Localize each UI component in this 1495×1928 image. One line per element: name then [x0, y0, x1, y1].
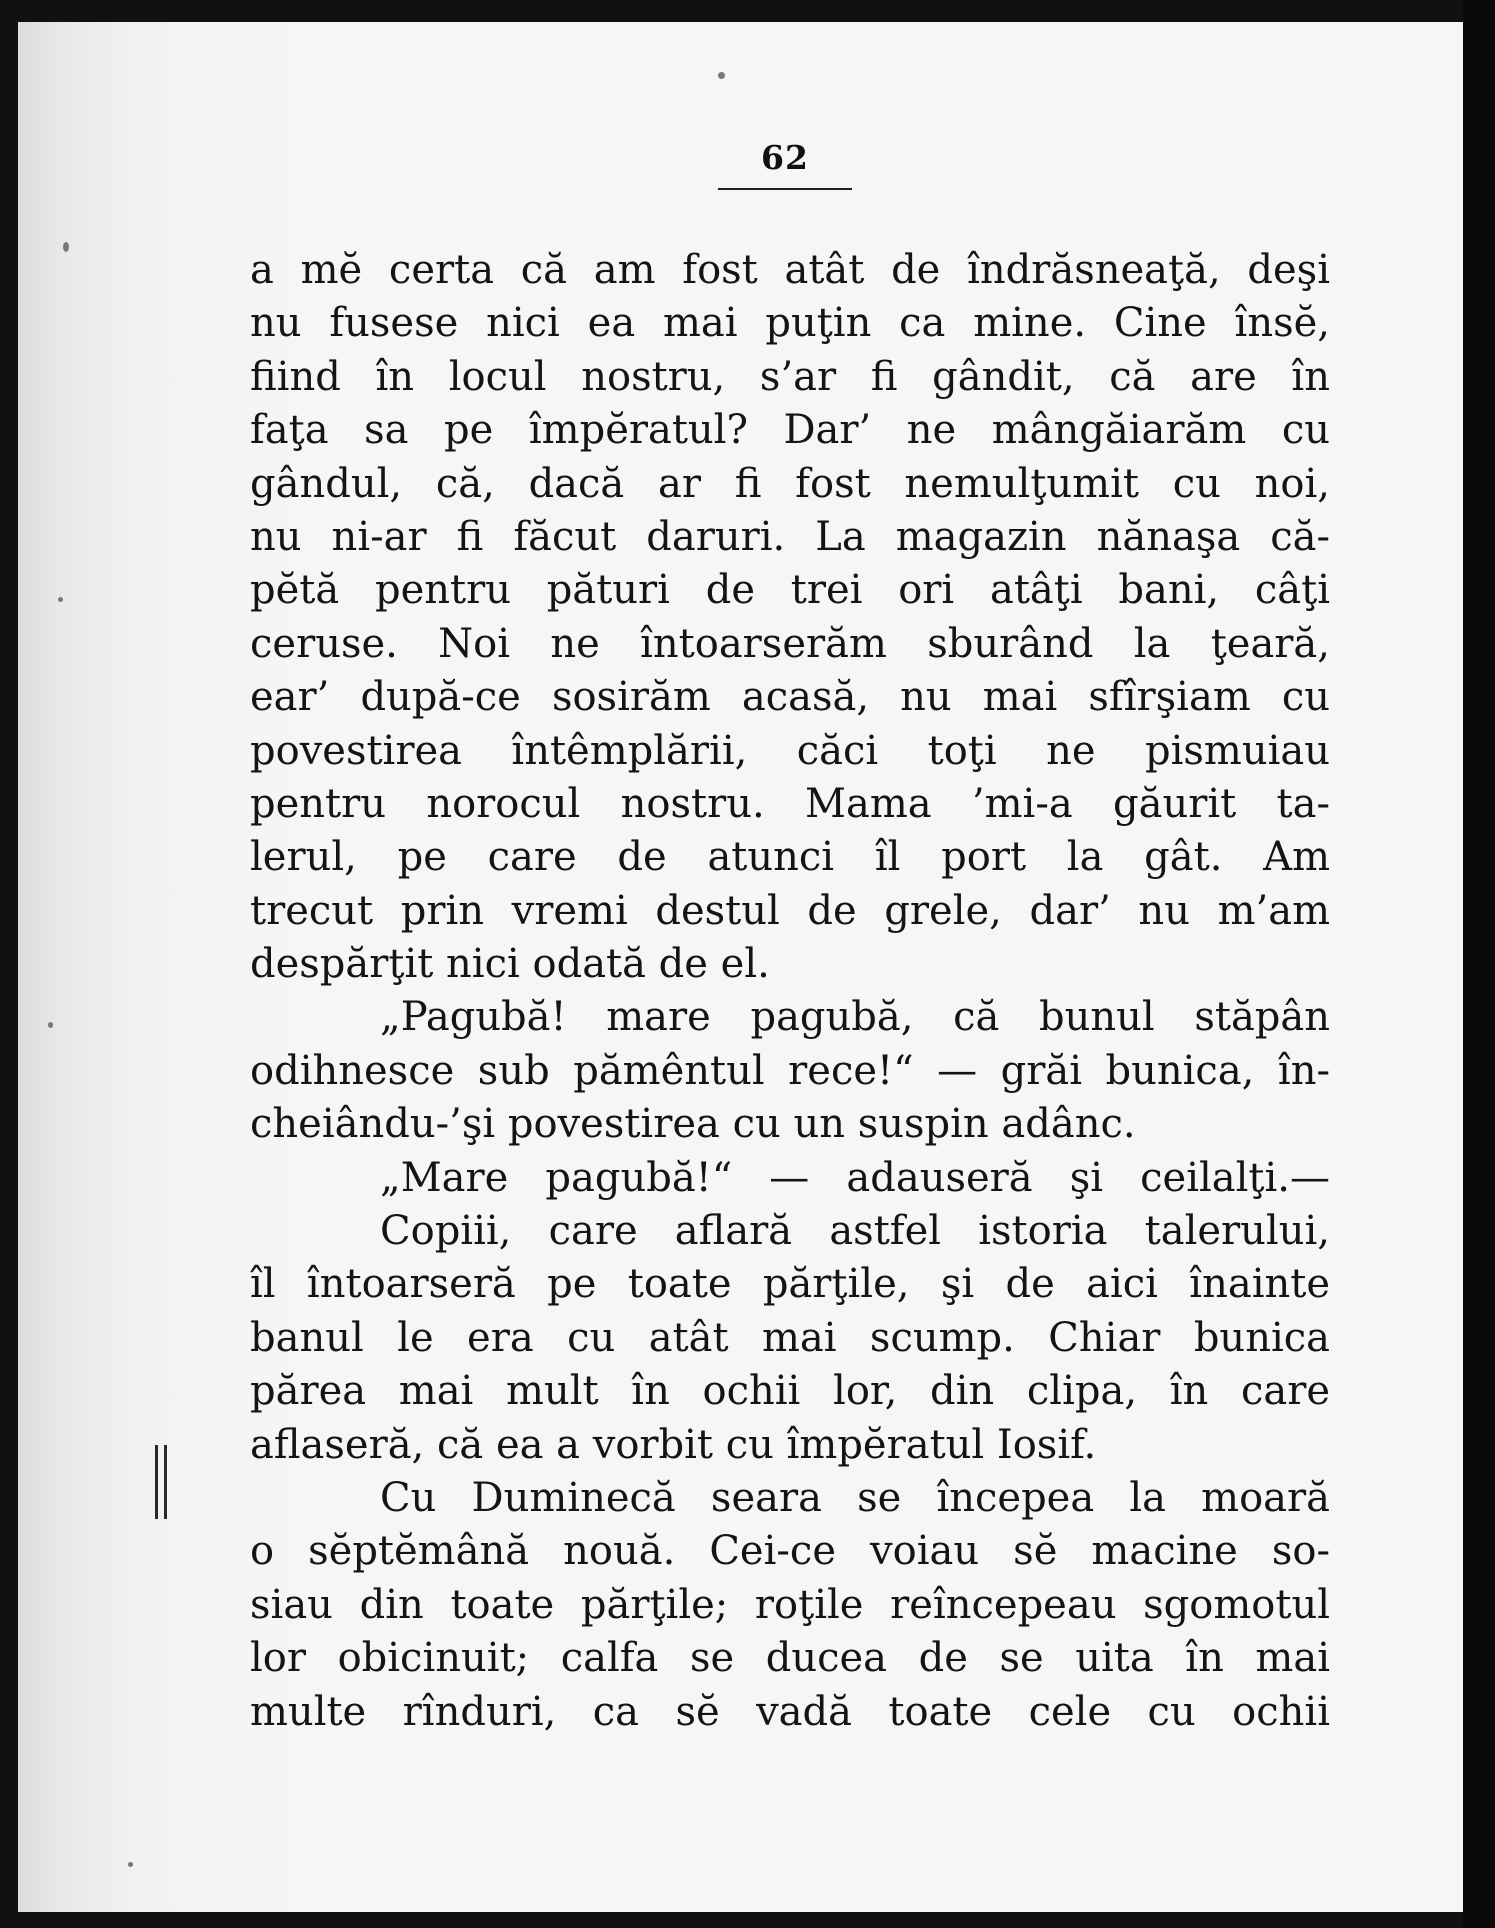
text-line: lerul, pe care de atunci îl port la gât. Am	[250, 834, 1330, 881]
dust-speck	[63, 242, 69, 252]
dust-speck	[128, 1862, 133, 1867]
text-line: odihnesce sub pămêntul rece!“ — grăi bunica, în-	[250, 1047, 1330, 1094]
text-line: multe rînduri, ca sĕ vadă toate cele cu ochii	[250, 1688, 1330, 1735]
text-line: nu ni-ar fi făcut daruri. La magazin nănaşa că-	[250, 513, 1330, 560]
page-number: 62	[761, 138, 809, 177]
body-text	[250, 244, 1330, 1735]
text-line: despărţit nici odată de el.	[250, 941, 770, 988]
margin-stroke	[164, 1445, 167, 1519]
text-line: siau din toate părţile; roţile reîncepeau sgomotul	[250, 1581, 1330, 1628]
text-line: „Pagubă! mare pagubă, că bunul stăpân	[380, 994, 1330, 1041]
text-line: părea mai mult în ochii lor, din clipa, în care	[250, 1368, 1330, 1415]
text-line: pĕtă pentru pături de trei ori atâţi bani, câţi	[250, 567, 1330, 614]
text-line: nu fusese nici ea mai puţin ca mine. Cine însĕ,	[250, 300, 1330, 347]
text-line: ceruse. Noi ne întoarserăm sburând la ţeară,	[250, 620, 1330, 667]
text-line: îl întoarseră pe toate părţile, şi de aici înainte	[250, 1261, 1330, 1308]
right-page-edge	[1463, 0, 1495, 1928]
text-line: aflaseră, că ea a vorbit cu împĕratul Iosif.	[250, 1421, 1097, 1468]
text-line: „Mare pagubă!“ — adauseră şi ceilalţi.—	[380, 1154, 1330, 1201]
text-line: trecut prin vremi destul de grele, dar’ nu m’am	[250, 887, 1330, 934]
text-line: gândul, că, dacă ar fi fost nemulţumit cu noi,	[250, 460, 1330, 507]
text-line: povestirea întêmplării, căci toţi ne pismuiau	[250, 727, 1330, 774]
text-line: banul le era cu atât mai scump. Chiar bunica	[250, 1314, 1330, 1361]
text-line: cheiându-’şi povestirea cu un suspin adânc.	[250, 1101, 1136, 1148]
margin-pencil-mark	[155, 1445, 169, 1519]
margin-stroke	[155, 1445, 158, 1519]
text-line: ear’ după-ce sosirăm acasă, nu mai sfîrşiam cu	[250, 674, 1330, 721]
page-number-rule	[718, 188, 852, 190]
text-line: a mĕ certa că am fost atât de îndrăsneaţă, deşi	[250, 247, 1330, 293]
text-line: o sĕptĕmână nouă. Cei-ce voiau sĕ macine so-	[250, 1528, 1330, 1575]
text-line: faţa sa pe împĕratul? Dar’ ne mângăiarăm cu	[250, 407, 1330, 454]
text-line: pentru norocul nostru. Mama ’mi-a găurit ta-	[250, 780, 1330, 827]
text-line: fiind în locul nostru, s’ar fi gândit, că are în	[250, 353, 1330, 400]
text-line: Cu Duminecă seara se începea la moară	[380, 1474, 1330, 1521]
dust-speck	[718, 72, 725, 79]
text-line: lor obicinuit; calfa se ducea de se uita în mai	[250, 1635, 1330, 1682]
text-line: Copiii, care aflară astfel istoria talerului,	[380, 1208, 1330, 1255]
dust-speck	[48, 1022, 53, 1028]
dust-speck	[58, 597, 63, 602]
